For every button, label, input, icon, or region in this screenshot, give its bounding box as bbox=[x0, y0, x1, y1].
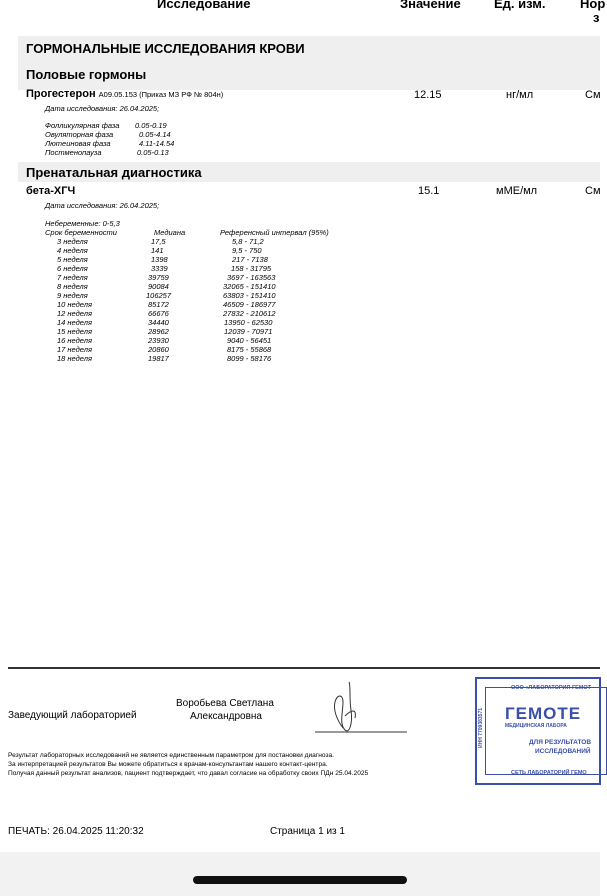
week-cell: 3 неделя bbox=[57, 237, 88, 246]
hcg-table bbox=[0, 237, 400, 367]
head-title: Заведующий лабораторией bbox=[8, 710, 137, 721]
ref-cell: 8175 - 55868 bbox=[227, 345, 272, 354]
phase-range: 0.05-0.19 bbox=[135, 121, 167, 130]
stamp-inn: ИНН 7709383571 bbox=[478, 707, 485, 749]
median-cell: 106257 bbox=[146, 291, 172, 300]
ref-cell: 3697 - 163563 bbox=[227, 273, 276, 282]
week-cell: 5 неделя bbox=[57, 255, 88, 264]
header-norm-2: з bbox=[593, 10, 600, 25]
week-cell: 9 неделя bbox=[57, 291, 88, 300]
ref-cell: 32065 - 151410 bbox=[223, 282, 276, 291]
week-cell: 17 неделя bbox=[57, 345, 92, 354]
header-unit: Ед. изм. bbox=[494, 0, 546, 11]
week-cell: 4 неделя bbox=[57, 246, 88, 255]
median-cell: 23930 bbox=[148, 336, 169, 345]
ref-cell: 5,8 - 71,2 bbox=[232, 237, 264, 246]
footer-divider bbox=[8, 667, 600, 669]
median-cell: 19817 bbox=[148, 354, 169, 363]
ref-cell: 8099 - 58176 bbox=[227, 354, 272, 363]
hcg-date: Дата исследования: 26.04.2025; bbox=[45, 201, 160, 210]
print-timestamp: ПЕЧАТЬ: 26.04.2025 11:20:32 bbox=[8, 826, 144, 837]
disclaimer-line-2: За интерпретацией результатов Вы можете обратиться к врачам-консультантам нашего контакт-центра. bbox=[8, 761, 328, 768]
median-cell: 66676 bbox=[148, 309, 169, 318]
home-indicator[interactable] bbox=[193, 876, 407, 884]
head-name-1: Воробьева Светлана bbox=[176, 698, 274, 709]
progesterone-name: Прогестерон bbox=[26, 88, 96, 100]
hcg-value: 15.1 bbox=[418, 185, 440, 197]
ref-cell: 9040 - 56451 bbox=[227, 336, 272, 345]
ref-cell: 12039 - 70971 bbox=[224, 327, 273, 336]
progesterone-note: См bbox=[585, 89, 601, 101]
stamp-for-2: ИССЛЕДОВАНИЙ bbox=[535, 748, 591, 755]
hcg-col-term: Срок беременности bbox=[45, 228, 117, 237]
phase-range: 0.05-4.14 bbox=[139, 130, 171, 139]
progesterone-row bbox=[26, 88, 223, 100]
ref-cell: 158 - 31795 bbox=[231, 264, 272, 273]
viewer-background bbox=[0, 852, 600, 896]
hcg-col-median: Медиана bbox=[154, 228, 186, 237]
median-cell: 85172 bbox=[148, 300, 169, 309]
median-cell: 20860 bbox=[148, 345, 169, 354]
header-norm: Нор bbox=[580, 0, 606, 11]
median-cell: 1398 bbox=[151, 255, 168, 264]
week-cell: 12 неделя bbox=[57, 309, 92, 318]
subsection-sex-hormones: Половые гормоны bbox=[26, 67, 147, 82]
median-cell: 28962 bbox=[148, 327, 169, 336]
head-name-2: Александровна bbox=[190, 711, 262, 722]
phase-label: Овуляторная фаза bbox=[45, 130, 114, 139]
week-cell: 14 неделя bbox=[57, 318, 92, 327]
hcg-unit: мМЕ/мл bbox=[496, 185, 538, 197]
stamp-org: ООО «ЛАБОРАТОРИЯ ГЕМОТ bbox=[511, 685, 591, 691]
hcg-col-ref: Референсный интервал (95%) bbox=[220, 228, 329, 237]
week-cell: 10 неделя bbox=[57, 300, 92, 309]
median-cell: 17,5 bbox=[151, 237, 166, 246]
week-cell: 6 неделя bbox=[57, 264, 88, 273]
median-cell: 90084 bbox=[148, 282, 169, 291]
week-cell: 16 неделя bbox=[57, 336, 92, 345]
section-title: ГОРМОНАЛЬНЫЕ ИССЛЕДОВАНИЯ КРОВИ bbox=[26, 41, 305, 56]
phase-range: 4.11-14.54 bbox=[139, 139, 175, 148]
signature-icon bbox=[315, 680, 410, 735]
week-cell: 7 неделя bbox=[57, 273, 88, 282]
hcg-name: бета-ХГЧ bbox=[26, 185, 76, 197]
ref-cell: 63803 - 151410 bbox=[223, 291, 276, 300]
ref-cell: 13950 - 62530 bbox=[224, 318, 273, 327]
median-cell: 3339 bbox=[151, 264, 168, 273]
progesterone-code: А09.05.153 (Приказ МЗ РФ № 804н) bbox=[98, 90, 224, 99]
week-cell: 18 неделя bbox=[57, 354, 92, 363]
stamp-brand: ГЕМОТЕ bbox=[505, 704, 582, 723]
page-number: Страница 1 из 1 bbox=[270, 826, 345, 837]
lab-stamp bbox=[475, 677, 601, 785]
disclaimer-line-3: Получая данный результат анализов, пациент подтверждает, что давал согласие на обработку своих ПДн 25.04.2025 bbox=[8, 770, 369, 777]
stamp-border bbox=[485, 687, 607, 775]
median-cell: 39759 bbox=[148, 273, 169, 282]
hcg-note: См bbox=[585, 185, 601, 197]
phase-range: 0.05-0.13 bbox=[137, 148, 169, 157]
ref-cell: 217 - 7138 bbox=[232, 255, 268, 264]
stamp-sub: МЕДИЦИНСКАЯ ЛАБОРА bbox=[505, 723, 567, 729]
ref-cell: 27832 - 210612 bbox=[223, 309, 276, 318]
stamp-net: СЕТЬ ЛАБОРАТОРИЙ ГЕМО bbox=[511, 770, 587, 776]
phase-label: Постменопауза bbox=[45, 148, 102, 157]
stamp-for-1: ДЛЯ РЕЗУЛЬТАТОВ bbox=[529, 739, 592, 746]
median-cell: 141 bbox=[151, 246, 164, 255]
disclaimer-line-1: Результат лабораторных исследований не является единственным параметром для постановки диагноза. bbox=[8, 752, 335, 759]
median-cell: 34440 bbox=[148, 318, 169, 327]
header-value: Значение bbox=[400, 0, 461, 11]
ref-cell: 9,5 - 750 bbox=[232, 246, 262, 255]
hcg-non-pregnant: Небеременные: 0-5,3 bbox=[45, 219, 120, 228]
progesterone-value: 12.15 bbox=[414, 89, 442, 101]
progesterone-date: Дата исследования: 26.04.2025; bbox=[45, 104, 160, 113]
progesterone-unit: нг/мл bbox=[506, 89, 534, 101]
ref-cell: 46509 - 186977 bbox=[223, 300, 276, 309]
subsection-prenatal: Пренатальная диагностика bbox=[26, 165, 202, 180]
week-cell: 15 неделя bbox=[57, 327, 92, 336]
week-cell: 8 неделя bbox=[57, 282, 88, 291]
header-study: Исследование bbox=[157, 0, 251, 11]
phase-label: Фолликулярная фаза bbox=[45, 121, 120, 130]
phase-label: Лютеиновая фаза bbox=[45, 139, 111, 148]
